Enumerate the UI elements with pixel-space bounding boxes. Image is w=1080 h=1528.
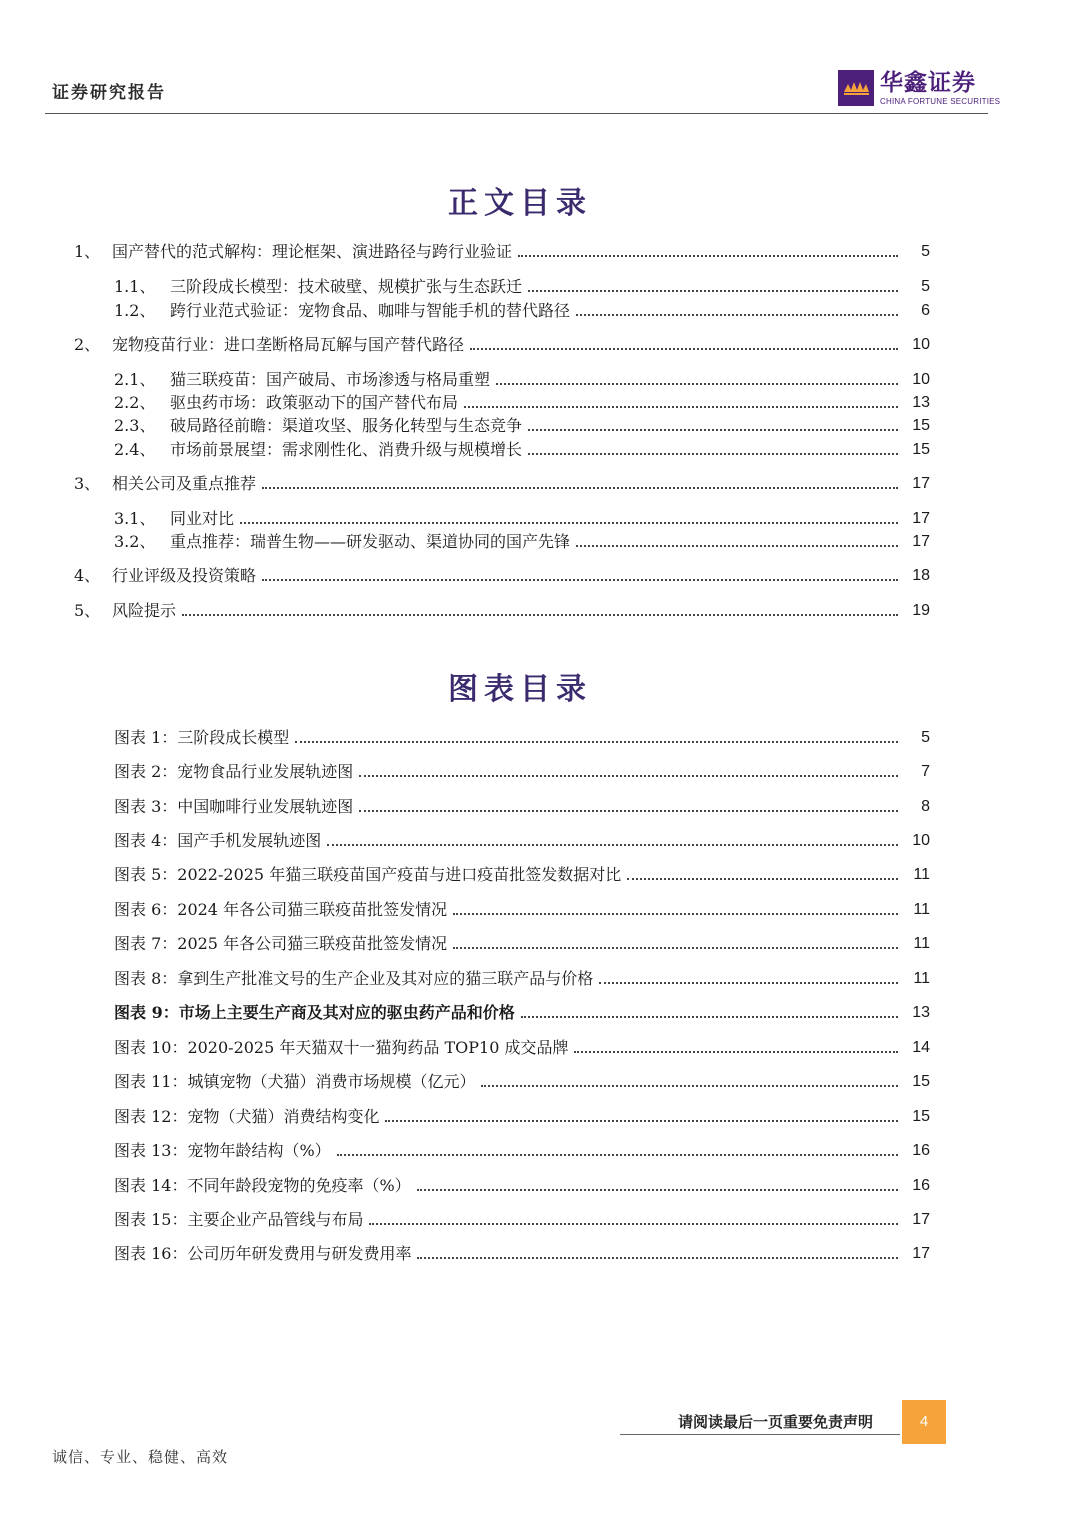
figure-item-page: 11 [913, 970, 930, 987]
leader-dots [385, 1120, 898, 1122]
toc-item-text: 市场前景展望：需求刚性化、消费升级与规模增长 [170, 440, 523, 459]
toc-item-number: 2.3、 [114, 416, 156, 435]
toc-item-text: 重点推荐：瑞普生物——研发驱动、渠道协同的国产先锋 [170, 532, 571, 551]
leader-dots [240, 522, 898, 524]
leader-dots [337, 1154, 898, 1156]
toc-item-text: 驱虫药市场：政策驱动下的国产替代布局 [170, 393, 459, 412]
toc-item-page: 19 [912, 602, 930, 619]
leader-dots [599, 982, 898, 984]
figure-item-page: 13 [912, 1004, 930, 1021]
figure-item-text: 图表 10：2020-2025 年天猫双十一猫狗药品 TOP10 成交品牌 [114, 1038, 569, 1057]
leader-dots [417, 1257, 898, 1259]
disclaimer-notice: 请阅读最后一页重要免责声明 [678, 1413, 874, 1431]
figure-item[interactable] [114, 999, 930, 1023]
toc-item-number: 2.1、 [114, 370, 156, 389]
leader-dots [262, 579, 898, 581]
leader-dots [182, 614, 898, 616]
figure-item-text: 图表 6：2024 年各公司猫三联疫苗批签发情况 [114, 900, 448, 919]
toc-item-number: 3、 [74, 474, 101, 493]
figure-item-text: 图表 3：中国咖啡行业发展轨迹图 [114, 797, 354, 816]
leader-dots [521, 1016, 898, 1018]
toc-item-number: 2、 [74, 335, 101, 354]
toc-item[interactable] [74, 597, 930, 621]
leader-dots [528, 429, 898, 431]
leader-dots [518, 255, 898, 257]
figure-item[interactable] [114, 1240, 930, 1264]
toc-item-text: 同业对比 [170, 509, 235, 528]
figure-item-text: 图表 1：三阶段成长模型 [114, 728, 290, 747]
toc-item-text: 相关公司及重点推荐 [112, 474, 257, 493]
toc-item-text: 跨行业范式验证：宠物食品、咖啡与智能手机的替代路径 [170, 301, 571, 320]
figure-item[interactable] [114, 1034, 930, 1058]
figure-item-page: 11 [913, 901, 930, 918]
leader-dots [470, 348, 898, 350]
figure-item[interactable] [114, 1137, 930, 1161]
figure-item-page: 16 [912, 1142, 930, 1159]
header-divider [45, 113, 988, 114]
toc-item-page: 5 [921, 243, 930, 260]
leader-dots [417, 1189, 898, 1191]
toc-item-number: 2.2、 [114, 393, 156, 412]
toc-item[interactable] [74, 470, 930, 494]
toc-item-number: 3.1、 [114, 509, 156, 528]
toc-item-page: 17 [912, 475, 930, 492]
figure-item[interactable] [114, 758, 930, 782]
figure-item-text: 图表 16：公司历年研发费用与研发费用率 [114, 1244, 412, 1263]
figure-item-page: 17 [912, 1211, 930, 1228]
toc-item-page: 6 [921, 302, 930, 319]
figure-item[interactable] [114, 1103, 930, 1127]
footer-divider [620, 1434, 900, 1435]
toc-item-text: 宠物疫苗行业：进口垄断格局瓦解与国产替代路径 [112, 335, 465, 354]
figure-item-text: 图表 7：2025 年各公司猫三联疫苗批签发情况 [114, 934, 448, 953]
toc-item-number: 1.1、 [114, 277, 156, 296]
figure-item[interactable] [114, 861, 930, 885]
leader-dots [359, 810, 898, 812]
toc-item-page: 17 [912, 510, 930, 527]
toc-item-page: 17 [912, 533, 930, 550]
toc-item-page: 10 [912, 336, 930, 353]
toc-item[interactable] [114, 297, 930, 321]
report-type-label: 证券研究报告 [52, 83, 166, 103]
figure-item-page: 11 [913, 866, 930, 883]
figure-item-text: 图表 8：拿到生产批准文号的生产企业及其对应的猫三联产品与价格 [114, 969, 594, 988]
toc-item-number: 5、 [74, 601, 101, 620]
figure-item[interactable] [114, 896, 930, 920]
leader-dots [453, 947, 898, 949]
figures-title: 图表目录 [448, 672, 592, 707]
toc-item[interactable] [74, 562, 930, 586]
toc-item-number: 1、 [74, 242, 101, 261]
logo-chinese-name: 华鑫证券 [880, 69, 976, 96]
toc-item-text: 猫三联疫苗：国产破局、市场渗透与格局重塑 [170, 370, 491, 389]
toc-item-page: 15 [912, 441, 930, 458]
figure-item-page: 8 [921, 798, 930, 815]
leader-dots [369, 1223, 898, 1225]
figure-item-text: 图表 4：国产手机发展轨迹图 [114, 831, 322, 850]
toc-item[interactable] [114, 436, 930, 460]
toc-item[interactable] [74, 331, 930, 355]
figure-item[interactable] [114, 827, 930, 851]
figure-item-text: 图表 11：城镇宠物（犬猫）消费市场规模（亿元） [114, 1072, 476, 1091]
toc-item-number: 2.4、 [114, 440, 156, 459]
toc-item[interactable] [114, 528, 930, 552]
leader-dots [576, 314, 898, 316]
toc-item[interactable] [114, 366, 930, 390]
toc-item-page: 18 [912, 567, 930, 584]
leader-dots [574, 1051, 898, 1053]
figure-item-page: 15 [912, 1073, 930, 1090]
figure-item[interactable] [114, 930, 930, 954]
figure-item-page: 7 [921, 763, 930, 780]
page-number-badge: 4 [902, 1400, 946, 1444]
figure-item[interactable] [114, 724, 930, 748]
toc-item-number: 1.2、 [114, 301, 156, 320]
figure-item[interactable] [114, 1206, 930, 1230]
figure-item[interactable] [114, 793, 930, 817]
toc-item-text: 行业评级及投资策略 [112, 566, 257, 585]
toc-item-page: 10 [912, 371, 930, 388]
toc-item-text: 风险提示 [112, 601, 177, 620]
leader-dots [262, 487, 898, 489]
leader-dots [496, 383, 898, 385]
toc-item[interactable] [74, 238, 930, 262]
leader-dots [528, 290, 898, 292]
figure-item-text: 图表 5：2022-2025 年猫三联疫苗国产疫苗与进口疫苗批签发数据对比 [114, 865, 622, 884]
figure-item-page: 17 [912, 1245, 930, 1262]
figure-item[interactable] [114, 1172, 930, 1196]
figure-item-text: 图表 12：宠物（犬猫）消费结构变化 [114, 1107, 380, 1126]
leader-dots [295, 741, 898, 743]
leader-dots [327, 844, 898, 846]
toc-item-page: 5 [921, 278, 930, 295]
toc-item-page: 15 [912, 417, 930, 434]
leader-dots [576, 545, 898, 547]
figure-item-text: 图表 9：市场上主要生产商及其对应的驱虫药产品和价格 [114, 1003, 515, 1022]
leader-dots [359, 775, 898, 777]
figure-item-text: 图表 2：宠物食品行业发展轨迹图 [114, 762, 354, 781]
leader-dots [528, 453, 898, 455]
toc-item-page: 13 [912, 394, 930, 411]
figure-item-page: 15 [912, 1108, 930, 1125]
toc-item[interactable] [114, 273, 930, 297]
company-logo [838, 70, 1000, 106]
leader-dots [464, 406, 898, 408]
figure-item-text: 图表 15：主要企业产品管线与布局 [114, 1210, 364, 1229]
toc-item-number: 4、 [74, 566, 101, 585]
logo-english-name: CHINA FORTUNE SECURITIES [880, 96, 1001, 106]
figure-item-page: 5 [921, 729, 930, 746]
toc-item-text: 国产替代的范式解构：理论框架、演进路径与跨行业验证 [112, 242, 513, 261]
figure-item-page: 16 [912, 1177, 930, 1194]
logo-mark-icon [838, 70, 874, 106]
figure-item-page: 11 [913, 935, 930, 952]
figure-item[interactable] [114, 1068, 930, 1092]
figure-item-text: 图表 14：不同年龄段宠物的免疫率（%） [114, 1176, 411, 1195]
leader-dots [453, 913, 898, 915]
toc-title: 正文目录 [448, 186, 592, 221]
toc-item-text: 三阶段成长模型：技术破壁、规模扩张与生态跃迁 [170, 277, 523, 296]
leader-dots [627, 878, 898, 880]
toc-item[interactable] [114, 505, 930, 529]
toc-item-text: 破局路径前瞻：渠道攻坚、服务化转型与生态竞争 [170, 416, 523, 435]
figure-item-text: 图表 13：宠物年龄结构（%） [114, 1141, 331, 1160]
leader-dots [481, 1085, 898, 1087]
figure-item-page: 14 [912, 1039, 930, 1056]
figure-item-page: 10 [912, 832, 930, 849]
toc-item[interactable] [114, 389, 930, 413]
toc-item[interactable] [114, 412, 930, 436]
figure-item[interactable] [114, 965, 930, 989]
toc-item-number: 3.2、 [114, 532, 156, 551]
company-motto: 诚信、专业、稳健、高效 [52, 1448, 229, 1466]
